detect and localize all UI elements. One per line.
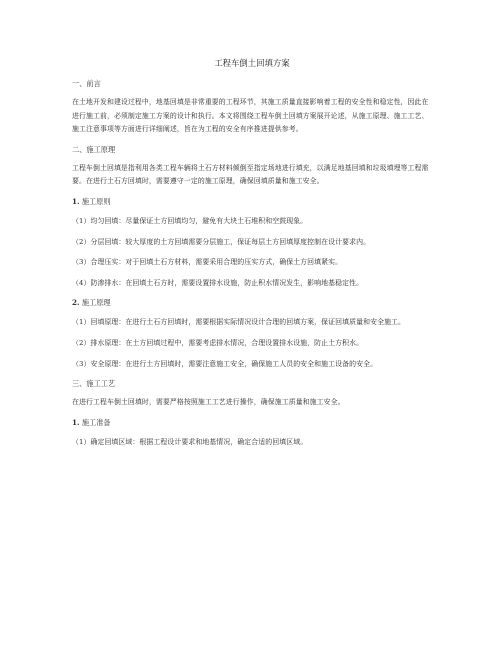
list-item (72, 236, 432, 250)
subsection-title: 施工原则 (81, 196, 111, 206)
section-heading-process: 三、施工工艺 (72, 379, 116, 389)
list-item-label: （1）回填原理： (72, 318, 126, 327)
section-heading-preface: 一、前言 (72, 79, 101, 88)
list-item-text: 在土方回填过程中，需要考虑排水情况，合理设置排水设施，防止土方积水。 (125, 338, 364, 347)
list-item (72, 215, 432, 229)
list-item-text: 根据工程设计要求和地基情况，确定合适的回填区域。 (139, 437, 308, 446)
list-item (72, 358, 432, 372)
list-item-label: （2）分层回填： (72, 237, 126, 246)
document-body (72, 58, 432, 456)
subsection-number: 1. (72, 196, 80, 206)
subsection-title: 施工原理 (81, 298, 111, 308)
list-item (72, 436, 432, 450)
list-item-label: （3）安全原理： (72, 359, 126, 368)
list-item-text: 对于回填土石方材料，需要采用合理的压实方式，确保土方回填紧实。 (125, 258, 343, 267)
subsection-title: 施工准备 (81, 417, 111, 427)
subsection-number: 1. (72, 417, 80, 427)
section-heading-principle: 二、施工原理 (72, 144, 116, 154)
list-item-label: （4）防渗排水： (72, 278, 126, 287)
list-item-label: （3）合理压实： (72, 258, 126, 267)
list-item (72, 316, 432, 330)
list-item-label: （1）均匀回填： (72, 216, 126, 225)
list-item (72, 256, 432, 270)
preface-paragraph: 在土地开发和建设过程中，地基回填是非常重要的工程环节，其施工质量直接影响着工程的安全性和稳定性，因此在进行施工前，必须制定施工方案的设计和执行。本文将围绕工程车倒土回填方案展开论述，从施工原理、施工工艺、施工注意事项等方面进行详细阐述，旨在为工程的安全有序推进提供参考。 (72, 98, 429, 134)
list-item (72, 337, 432, 351)
list-item-text: 较大厚度的土方回填需要分层施工，保证每层土方回填厚度控制在设计要求内。 (125, 237, 371, 246)
subsection-heading-construction-principle (72, 297, 432, 309)
list-item (72, 277, 432, 291)
subsection-number: 2. (72, 298, 80, 308)
list-item-text: 在进行土方回填时，需要注意施工安全，确保施工人员的安全和施工设备的安全。 (125, 359, 378, 368)
principle-paragraph: 工程车倒土回填是指利用各类工程车辆将土石方材料倾倒至指定场地进行填充，以满足地基回填和垃圾填埋等工程需要。在进行土石方回填时，需要遵守一定的施工原理，确保回填质量和施工安全。 (72, 163, 429, 186)
list-item-text: 在回填土石方时，需要设置排水设施，防止积水情况发生，影响地基稳定性。 (125, 278, 364, 287)
list-item-text: 尽量保证土方回填均匀，避免有大块土石堆积和空鼓现象。 (125, 216, 308, 225)
subsection-heading-construction-rules (72, 196, 432, 208)
list-item-text: 在进行土石方回填时，需要根据实际情况设计合理的回填方案，保证回填质量和安全施工。 (125, 318, 406, 327)
list-item-label: （1）确定回填区域： (72, 437, 140, 446)
process-paragraph: 在进行工程车倒土回填时，需要严格按照施工工艺进行操作，确保施工质量和施工安全。 (72, 398, 345, 407)
list-item-label: （2）排水原理： (72, 338, 126, 347)
subsection-heading-preparation (72, 417, 432, 429)
document-title: 工程车倒土回填方案 (214, 58, 290, 68)
